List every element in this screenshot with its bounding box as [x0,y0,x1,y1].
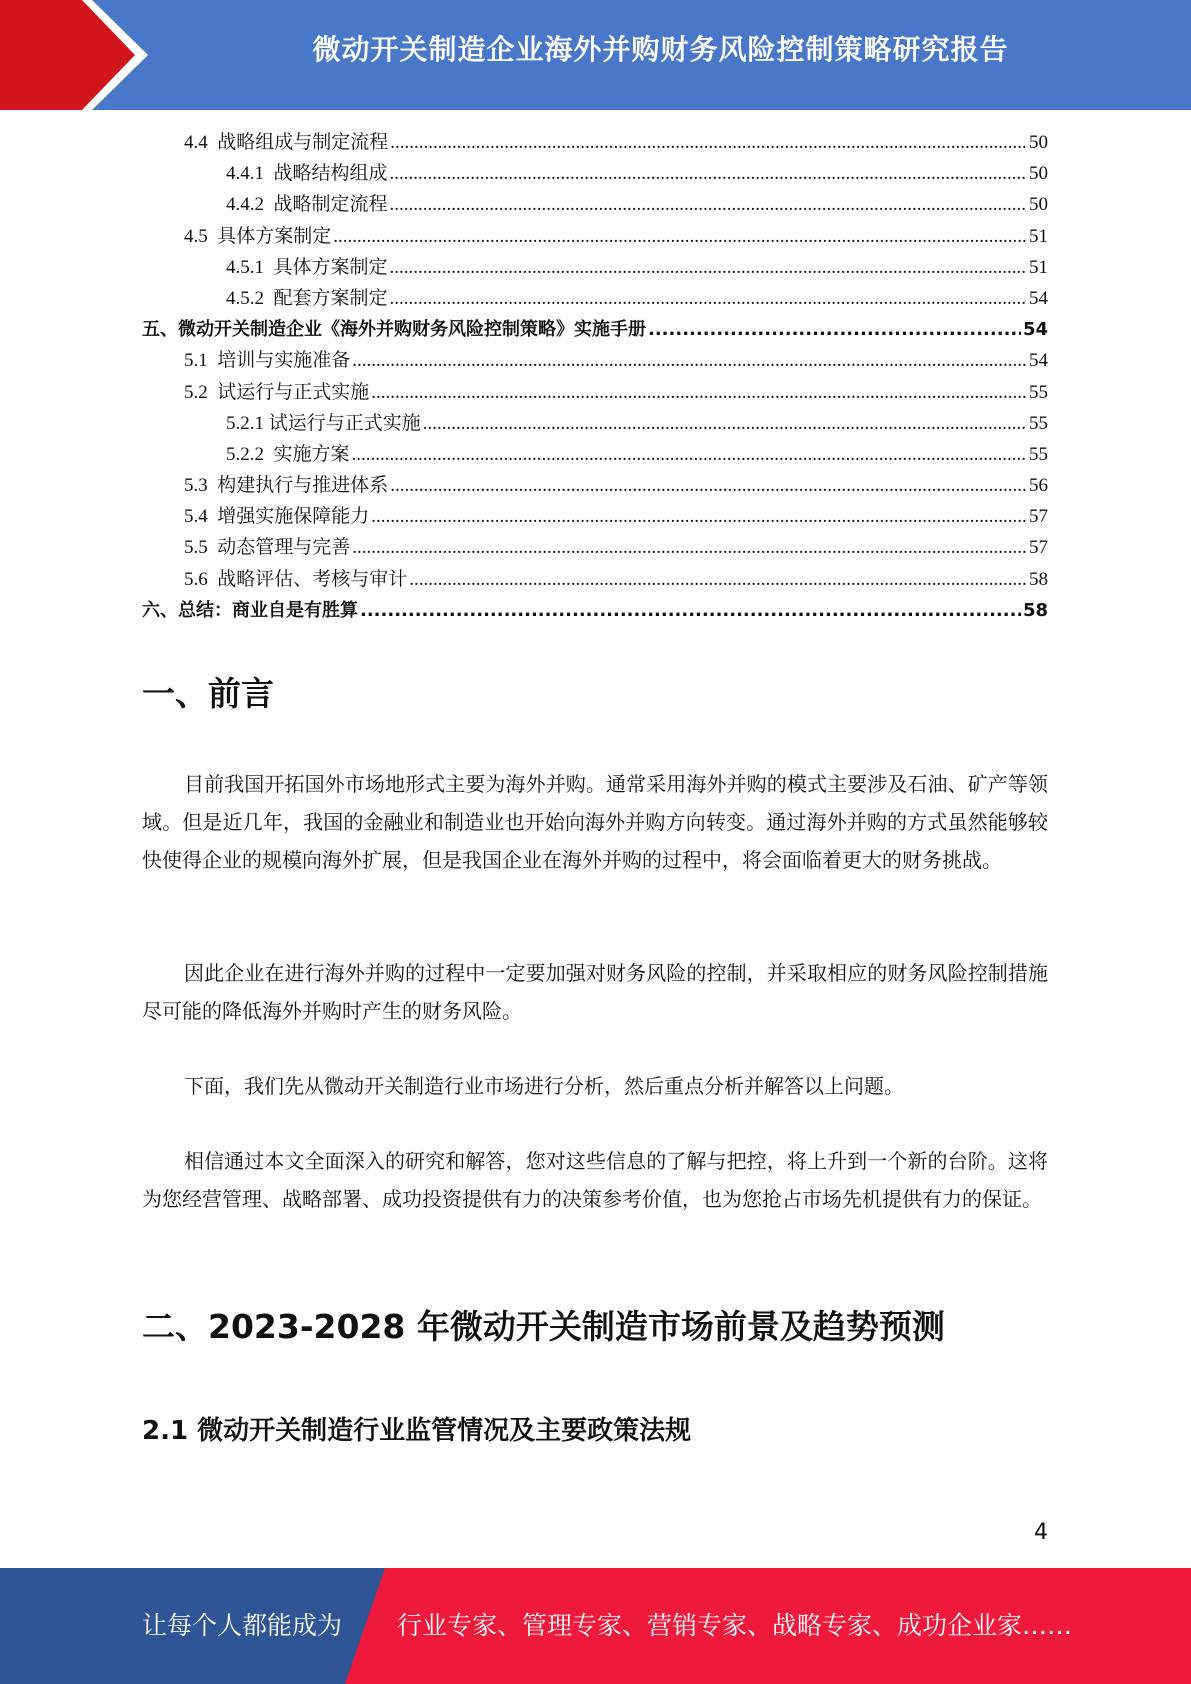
toc-dot-leader [371,377,1027,408]
section-heading-preface: 一、前言 [142,674,274,713]
toc-dot-leader [409,564,1027,595]
table-of-contents [142,127,1048,626]
page-footer [0,1568,1191,1684]
toc-entry[interactable] [142,501,1048,532]
toc-entry[interactable] [142,252,1048,283]
section-heading-market-forecast: 二、2023-2028 年微动开关制造市场前景及趋势预测 [142,1307,945,1346]
toc-entry[interactable] [142,314,1048,345]
toc-entry-number: 4.5.2 [226,287,274,309]
toc-entry[interactable] [142,221,1048,252]
toc-dot-leader [390,189,1027,220]
toc-entry[interactable] [142,532,1048,563]
toc-entry-number: 5.5 [184,537,218,559]
toc-entry[interactable] [142,564,1048,595]
footer-slogan-right: 行业专家、管理专家、营销专家、战略专家、成功企业家…… [397,1611,1073,1640]
toc-dot-leader [390,158,1027,189]
toc-entry-title: 战略评估、考核与审计 [217,568,408,590]
toc-entry-page: 54 [1029,287,1048,309]
toc-entry[interactable] [142,283,1048,314]
toc-entry-title: 培训与实施准备 [217,350,351,372]
toc-entry-page: 51 [1029,256,1048,278]
toc-entry-number: 5.2.2 [226,443,274,465]
toc-entry-number: 5.1 [184,350,218,372]
toc-entry-number: 4.4 [184,132,218,153]
toc-entry-page: 54 [1022,319,1048,341]
toc-dot-leader [352,532,1027,563]
toc-entry-page: 55 [1029,412,1048,434]
toc-entry-title: 动态管理与完善 [217,537,351,559]
toc-dot-leader [352,439,1027,470]
paragraph: 因此企业在进行海外并购的过程中一定要加强对财务风险的控制，并采取相应的财务风险控制措施尽可能的降低海外并购时产生的财务风险。 [142,963,1048,1023]
page-header [0,0,1191,110]
toc-entry-title: 具体方案制定 [217,225,332,247]
toc-entry[interactable] [142,345,1048,376]
page-number: 4 [1034,1520,1048,1545]
toc-entry-title: 六、总结：商业自是有胜算 [142,599,358,621]
toc-entry-page: 50 [1029,194,1048,216]
paragraph: 相信通过本文全面深入的研究和解答，您对这些信息的了解与把控，将上升到一个新的台阶。这将为您经营管理、战略部署、成功投资提供有力的决策参考价值，也为您抢占市场先机提供有力的保证。 [142,1151,1048,1211]
toc-entry-title: 五、微动开关制造企业《海外并购财务风险控制策略》实施手册 [142,319,646,341]
toc-entry-title: 试运行与正式实施 [217,381,370,403]
toc-entry-title: 战略结构组成 [273,163,388,185]
toc-entry-number: 5.4 [184,506,218,528]
toc-entry-title: 战略组成与制定流程 [217,132,389,153]
toc-entry-number: 4.4.2 [226,194,274,216]
toc-entry-page: 58 [1022,599,1048,621]
toc-entry-number: 4.5 [184,225,218,247]
toc-dot-leader [333,221,1027,252]
toc-dot-leader [390,283,1027,314]
paragraph: 下面，我们先从微动开关制造行业市场进行分析，然后重点分析并解答以上问题。 [184,1076,904,1098]
toc-entry-page: 51 [1029,225,1048,247]
toc-entry[interactable] [142,408,1048,439]
toc-dot-leader [390,252,1027,283]
toc-entry-number: 5.3 [184,475,218,497]
toc-entry-page: 56 [1029,475,1048,497]
toc-dot-leader [360,595,1021,626]
paragraph: 目前我国开拓国外市场地形式主要为海外并购。通常采用海外并购的模式主要涉及石油、矿产等领域。但是近几年，我国的金融业和制造业也开始向海外并购方向转变。通过海外并购的方式虽然能够较快使得企业的规模向海外扩展，但是我国企业在海外并购的过程中，将会面临着更大的财务挑战。 [142,774,1048,872]
header-chevron-decoration [0,0,160,110]
toc-entry-page: 50 [1029,132,1048,153]
toc-entry[interactable] [142,377,1048,408]
toc-entry-number: 5.2.1 [226,412,269,434]
toc-dot-leader [423,408,1027,439]
toc-entry-page: 57 [1029,506,1048,528]
toc-entry[interactable] [142,189,1048,220]
toc-entry[interactable] [142,470,1048,501]
toc-entry[interactable] [142,595,1048,626]
toc-entry[interactable] [142,439,1048,470]
toc-entry-page: 55 [1029,381,1048,403]
toc-entry-title: 构建执行与推进体系 [217,475,389,497]
toc-entry-number: 4.5.1 [226,256,274,278]
toc-entry-title: 具体方案制定 [273,256,388,278]
toc-entry-page: 50 [1029,163,1048,185]
toc-dot-leader [390,470,1027,501]
subsection-heading: 2.1 微动开关制造行业监管情况及主要政策法规 [142,1416,692,1446]
header-title: 微动开关制造企业海外并购财务风险控制策略研究报告 [312,33,1009,66]
toc-entry-number: 5.6 [184,568,218,590]
toc-dot-leader [371,501,1027,532]
toc-entry-title: 实施方案 [273,443,350,465]
toc-entry-page: 57 [1029,537,1048,559]
toc-entry-number: 5.2 [184,381,218,403]
toc-dot-leader [352,345,1027,376]
toc-entry[interactable] [142,158,1048,189]
toc-entry-page: 55 [1029,443,1048,465]
toc-entry-title: 增强实施保障能力 [217,506,370,528]
toc-entry-title: 战略制定流程 [273,194,388,216]
toc-entry-number: 4.4.1 [226,163,274,185]
footer-slogan-left: 让每个人都能成为 [142,1611,343,1640]
toc-dot-leader [390,127,1027,158]
toc-entry-page: 58 [1029,568,1048,590]
toc-entry-title: 试运行与正式实施 [268,412,421,434]
toc-entry-page: 54 [1029,350,1048,372]
toc-dot-leader [648,314,1021,345]
toc-entry[interactable] [142,127,1048,158]
toc-entry-title: 配套方案制定 [273,287,388,309]
